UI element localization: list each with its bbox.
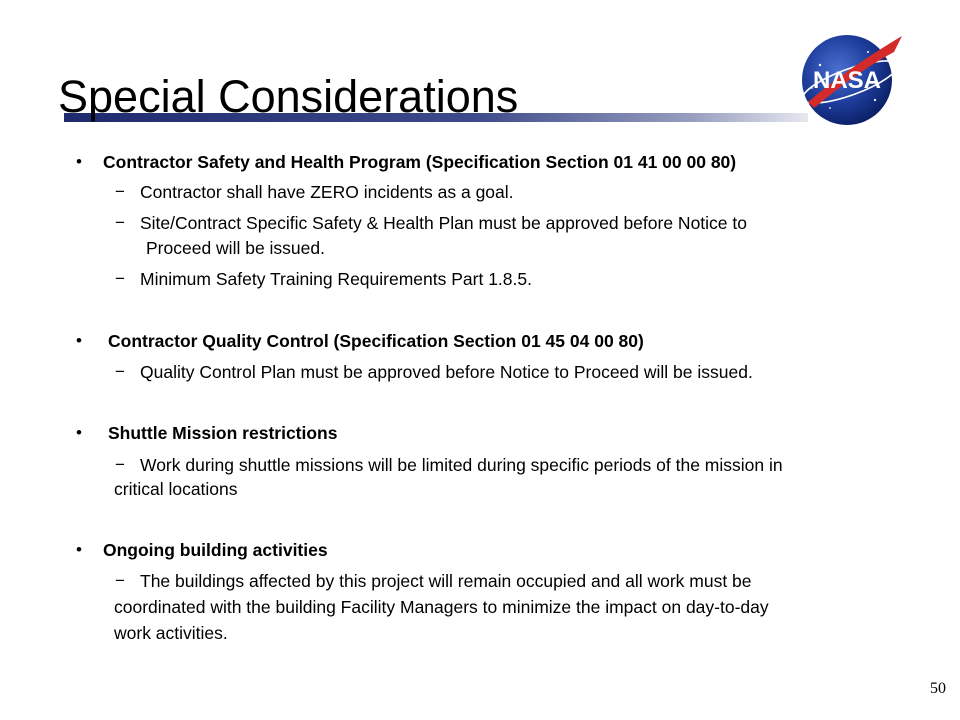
dash-icon: − <box>115 213 125 232</box>
section-heading: Shuttle Mission restrictions <box>108 423 338 443</box>
dash-icon: − <box>115 269 125 288</box>
slide-title: Special Considerations <box>58 71 519 122</box>
list-item: Site/Contract Specific Safety & Health Plan must be approved before Notice to <box>140 213 747 233</box>
section-heading: Ongoing building activities <box>103 540 328 560</box>
section-heading: Contractor Safety and Health Program (Specification Section 01 41 00 00 80) <box>103 152 737 172</box>
dash-icon: − <box>115 455 125 474</box>
dash-icon: − <box>115 182 125 201</box>
list-item-continuation: Proceed will be issued. <box>146 238 325 258</box>
list-item: Quality Control Plan must be approved before Notice to Proceed will be issued. <box>140 362 753 382</box>
list-item: The buildings affected by this project will remain occupied and all work must be <box>140 571 752 591</box>
list-item: Contractor shall have ZERO incidents as a goal. <box>140 182 514 202</box>
bullet-icon: • <box>76 152 82 171</box>
list-item-continuation: critical locations <box>114 479 238 499</box>
bullet-icon: • <box>76 540 82 559</box>
bullet-icon: • <box>76 331 82 350</box>
nasa-logo-text: NASA <box>812 67 882 94</box>
bullet-icon: • <box>76 423 82 442</box>
section-heading: Contractor Quality Control (Specification Section 01 45 04 00 80) <box>108 331 644 351</box>
dash-icon: − <box>115 571 125 590</box>
list-item-continuation: work activities. <box>114 623 228 643</box>
dash-icon: − <box>115 362 125 381</box>
page-number: 50 <box>930 680 946 697</box>
list-item: Work during shuttle missions will be limited during specific periods of the mission in <box>140 455 783 475</box>
list-item: Minimum Safety Training Requirements Part 1.8.5. <box>140 269 532 289</box>
list-item-continuation: coordinated with the building Facility Managers to minimize the impact on day-to-day <box>114 597 769 617</box>
